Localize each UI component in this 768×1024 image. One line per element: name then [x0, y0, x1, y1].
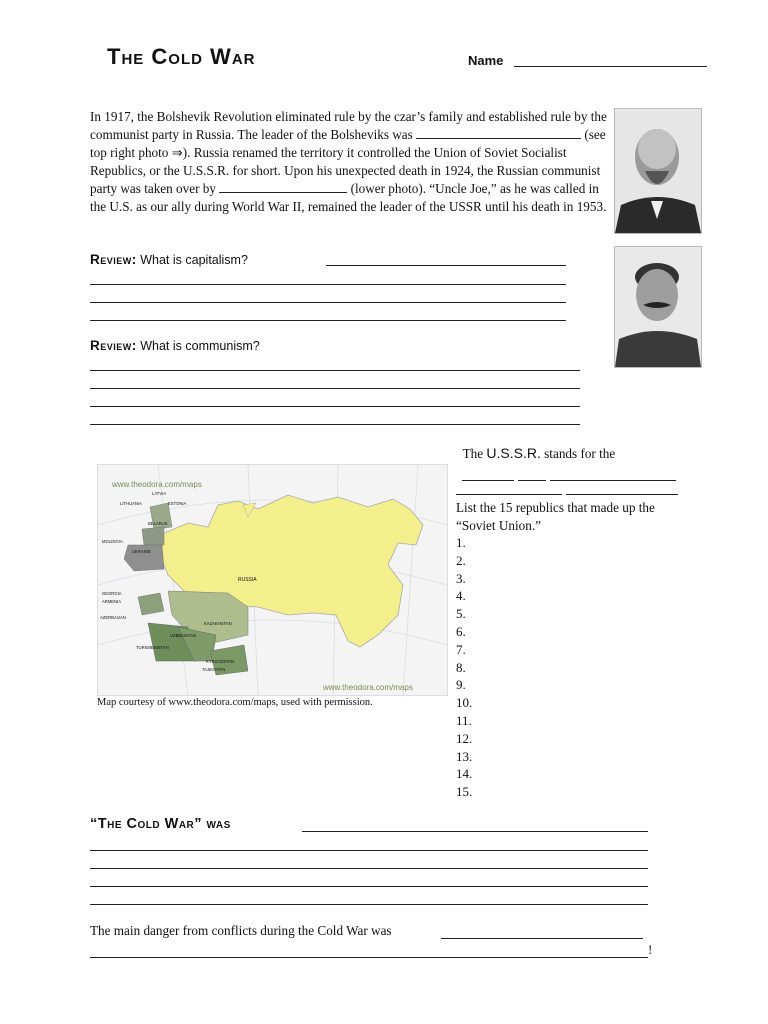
answer-line[interactable]: [90, 904, 648, 905]
map-label-kazakhstan: KAZAKHSTAN: [204, 621, 232, 626]
intro-text-2: (see top right photo ⇒). Russia renamed the territory it controlled the Union of Soviet Socialist Republics, or the U.S.S.R. for short. Upon his unexpected death in 1924, the Russian communist party was taken over by: [90, 127, 606, 196]
stalin-blank[interactable]: [219, 180, 347, 193]
answer-line[interactable]: [90, 868, 648, 869]
name-field[interactable]: [514, 66, 707, 67]
answer-line[interactable]: [90, 284, 566, 285]
map-label-moldova: MOLDOVA: [102, 539, 123, 544]
answer-line[interactable]: [90, 370, 580, 371]
map-label-tajikistan: TAJIKISTAN: [202, 667, 226, 672]
page-title: The Cold War: [107, 44, 256, 69]
review-communism-label: Review:: [90, 338, 137, 353]
list-item[interactable]: 8.: [456, 659, 466, 675]
map-label-azerbaijan: AZERBAIJAN: [100, 615, 126, 620]
list-item[interactable]: 13.: [456, 748, 473, 764]
stalin-photo: [614, 246, 702, 368]
answer-line[interactable]: [90, 388, 580, 389]
lenin-blank[interactable]: [416, 126, 581, 139]
list-item[interactable]: 5.: [456, 606, 466, 622]
map-label-georgia: GEORGIA: [102, 591, 122, 596]
map-label-lithuania: LITHUANIA: [120, 501, 142, 506]
list-item[interactable]: 11.: [456, 712, 472, 728]
answer-line[interactable]: [90, 424, 580, 425]
map-label-uzbekistan: UZBEKISTAN: [170, 633, 196, 638]
list-item[interactable]: 9.: [456, 677, 466, 693]
map-label-turkmenistan: TURKMENISTAN: [136, 645, 169, 650]
answer-line[interactable]: [90, 957, 648, 958]
map-label-belarus: BELARUS: [148, 521, 168, 526]
ussr-blank[interactable]: [518, 480, 546, 481]
map-label-latvia: LATVIA: [152, 491, 167, 496]
end-mark: !: [648, 942, 653, 957]
answer-line[interactable]: [441, 938, 643, 939]
ussr-blank[interactable]: [462, 480, 514, 481]
ussr-map: [97, 464, 448, 696]
coldwar-label: “The Cold War” was: [90, 816, 231, 832]
map-label-kyrgyzstan: KYRGYZSTAN: [206, 659, 235, 664]
map-label-ukraine: UKRAINE: [132, 549, 151, 554]
answer-line[interactable]: [90, 850, 648, 851]
ussr-abbr: U.S.S.R.: [486, 445, 541, 461]
answer-line[interactable]: [90, 320, 566, 321]
map-label-russia: RUSSIA: [238, 577, 257, 583]
list-item[interactable]: 7.: [456, 641, 466, 657]
republics-list: [456, 534, 472, 801]
list-item[interactable]: 14.: [456, 766, 473, 782]
intro-text-3: (lower photo). “Uncle Joe,” as he was called in the U.S. as our ally during World War II, remained the leader of the USSR until his death in 1953.: [90, 181, 607, 214]
intro-text-1: In 1917, the Bolshevik Revolution eliminated rule by the czar’s family and established rule by the communist party in Russia. The leader of the Bolsheviks was: [90, 109, 607, 142]
map-label-estonia: ESTONIA: [168, 501, 187, 506]
review-capitalism: [90, 252, 248, 267]
answer-line[interactable]: [302, 831, 648, 832]
map-caption: Map courtesy of www.theodora.com/maps, used with permission.: [97, 697, 373, 708]
ussr-block: [456, 444, 696, 463]
answer-line[interactable]: [326, 265, 566, 266]
intro-paragraph: [90, 108, 610, 216]
list-item[interactable]: 4.: [456, 588, 466, 604]
list-item[interactable]: 15.: [456, 784, 473, 800]
map-watermark-bottom: www.theodora.com/maps: [323, 683, 413, 692]
ussr-blank[interactable]: [550, 480, 676, 481]
belarus-region: [142, 527, 164, 545]
answer-line[interactable]: [90, 886, 648, 887]
ussr-blank[interactable]: [566, 494, 678, 495]
map-watermark-top: www.theodora.com/maps: [112, 480, 202, 489]
name-label: Name: [468, 53, 504, 68]
answer-line[interactable]: [90, 406, 580, 407]
review-capitalism-label: Review:: [90, 252, 137, 267]
list-item[interactable]: 1.: [456, 535, 466, 550]
list-item[interactable]: 10.: [456, 695, 473, 711]
danger-question: The main danger from conflicts during the Cold War was: [90, 923, 392, 938]
list-item[interactable]: 6.: [456, 623, 466, 639]
review-capitalism-question: What is capitalism?: [140, 253, 248, 267]
caucasus-region: [138, 593, 164, 615]
list-item[interactable]: 2.: [456, 552, 466, 568]
ussr-suffix: stands for the: [544, 446, 616, 461]
answer-line[interactable]: [90, 302, 566, 303]
list-item[interactable]: 12.: [456, 730, 473, 746]
list-item[interactable]: 3.: [456, 570, 466, 586]
lenin-photo: [614, 108, 702, 234]
map-label-armenia: ARMENIA: [102, 599, 122, 604]
review-communism-question: What is communism?: [140, 339, 260, 353]
republics-prompt: List the 15 republics that made up the “Soviet Union.”: [456, 500, 655, 533]
ussr-blank[interactable]: [456, 494, 562, 495]
ussr-prefix: The: [462, 446, 484, 461]
review-communism: [90, 338, 260, 353]
